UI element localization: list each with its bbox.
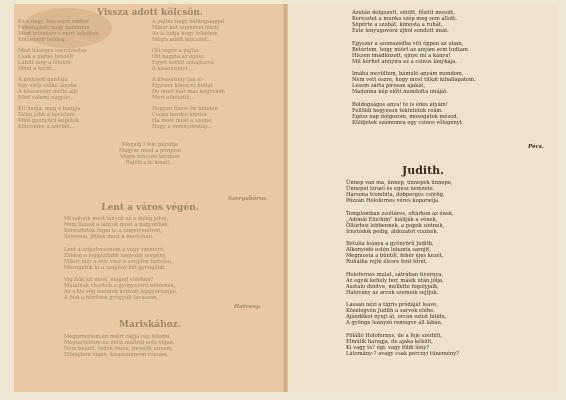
poem-line: Rájött a ki kínált...	[125, 160, 175, 167]
poem-line: Közelegvén Judith a sarvok elébe.	[346, 308, 435, 315]
poem-line: Látomány-? avagy csak percnyi tünemény?	[346, 350, 459, 357]
poem-line: Szívesen, jöttek most a mostohán.	[64, 234, 154, 241]
poem-line: Az a kis vég mennek kedvelt lépgyorsanjai,	[64, 289, 178, 296]
poem-line: Fellöldi kegyesen tekintetek reám.	[352, 107, 443, 114]
poem-line: Ajándékot nyujt át, orcán ezüst bilidu,	[346, 314, 447, 321]
poem-line: Mikor már a szív vész a szegény hirtelen,	[64, 258, 173, 265]
poem-line: Egyszer a szomszédba vitt éppen az utam,	[352, 40, 464, 47]
poem-line: Ki vagy te? égi, vagy földi lény?	[346, 344, 430, 351]
poem-line: Megadj l fele pázsitja	[121, 142, 179, 148]
poem-line: Nem fiúnak a lányok most a nagyobbak.	[64, 222, 170, 229]
poem-title: Judith.	[402, 164, 444, 177]
poem-line: Mint gyönyörű képetek	[18, 118, 80, 125]
poem-line: Mert elkészült...	[152, 95, 195, 102]
poem-line: Mosogatók ki a szegény két gyengébb.	[64, 264, 166, 271]
poem-line: Vig fiúk kit most, magad vidékén?	[64, 277, 154, 283]
poem-line: Hogyan fizess be minden	[152, 106, 218, 112]
poem-line: Magyar most a pörgése	[118, 148, 182, 155]
poem-line: Madonna kép előtt mondotta imáját.	[352, 89, 448, 96]
poem-line: A pinkósdi gazdája	[18, 77, 68, 83]
poem-line: Egy szép szőke lányka	[18, 83, 77, 90]
poem-line: Megmosta a bűntől, fehér éjes kezét,	[346, 253, 444, 260]
poem-line: Söpörte a szobát, kimosta a ruhát,	[352, 22, 443, 29]
poem-line: Fölálló Holofernes, de a feje szédült,	[346, 332, 443, 339]
poem-line: Harsona trombita, dobpergés csörög,	[346, 192, 445, 199]
poem-line: Talán jobb a kérleleni	[18, 112, 75, 119]
poem-signature: Hatvany.	[234, 304, 261, 310]
poem-line: Azután dolgozott, sütött, főzött mosott,	[352, 10, 455, 16]
poem-line: De most már más kegyelem	[152, 89, 225, 96]
poem-line: Küldjetek számomra egy csinos vőlegényt.	[352, 119, 464, 126]
poem-line: Mi nálunk most lányok az a dolog jelen,	[64, 216, 169, 222]
poem-line: Keresztet a munka szép meg sem állott.	[352, 16, 457, 23]
poem-line: Ha most most a szeme	[152, 118, 212, 125]
poem-line: Nem beszél, tudok rózsa, piroslik szívem,	[64, 346, 174, 353]
poem-line: Hogy a mennyország...	[152, 124, 213, 131]
poem-line: Megtartottam én most múltról erős vígan,	[64, 340, 175, 347]
poem-line: Végre nincsen kérdése	[120, 154, 180, 161]
poem-line: Mind a kettő...	[18, 66, 57, 73]
poem-line: Pózzán Holofernes véres koporsója.	[346, 198, 440, 205]
poem-line: Mulatnak chorhok a gyógyszerű kötésnek,	[64, 283, 176, 290]
poem-line: Zöldeg a leggazdabb nagyobb szegény,	[64, 252, 167, 259]
poem-line: Lassan nézi a tigris prédáját leave,	[346, 302, 438, 308]
poem-line: Egyet kettőt sóhajtozva	[152, 60, 214, 67]
poem-line: Kölcsönbe a szívből...	[18, 124, 75, 131]
poem-line: A kisasszonyt...	[152, 66, 193, 73]
poem-title: Lent a város végén.	[101, 203, 199, 213]
poem-line: A kisasszony mellé állt	[18, 89, 78, 96]
poem-line: Ünnepel Izrael és egész nemzete.	[346, 186, 435, 193]
poem-line: Ez a nagy, bús szívű ember	[18, 19, 90, 25]
poem-line: Elfelejtem vígan, kisasszonyom rózsám.	[64, 352, 169, 359]
poem-line: Mégis adott kölcsönt...	[152, 37, 213, 44]
poem-line: A gyönge leányzó remegve áll lábán.	[346, 320, 443, 327]
poem-line: Egész nap dolgozom, mosogatok mézed,	[352, 113, 459, 120]
poem-line: Az egyik kehely bor, másik után jólja,	[346, 277, 444, 284]
poem-line: „Adonái Elochim” kiáltják a vének,	[346, 216, 438, 223]
poem-line: A fiúk a hűvösen gyógyult tavaszon.	[64, 295, 159, 302]
poem-line: Egyszer könnyet hullat	[152, 83, 213, 90]
poem-line: Ott hagyta az egész	[152, 54, 204, 61]
poem-line: Ruháiba rejté élesre fent tőrét.	[346, 259, 428, 266]
poem-line: Ott végre a pajtás	[152, 48, 200, 54]
poem-line: Csupa kérdés kérdés	[152, 112, 208, 119]
poem-line: Mint valami nagyúr...	[18, 95, 74, 102]
poem-line: Kit hadja, meg a hangja	[18, 106, 81, 112]
poem-line: A pajtás nagy boldogsággal	[152, 19, 225, 25]
poem-title: Vissza adott kölcsön.	[97, 8, 203, 18]
poem-title: Mariskához.	[119, 320, 181, 330]
poem-line: Betértem, hogy miért az anyám sem tudtam.	[352, 46, 470, 53]
poem-line: Templomban zsoltáros, oltárkon az ének,	[346, 210, 454, 217]
poem-line: Kerésztetek fogni le a szigetveszteni,	[64, 228, 162, 235]
poem-line: Csak a pajtás beszélt	[18, 54, 74, 61]
poem-line: Holofernes mulat, sátrában tivornya,	[346, 271, 444, 278]
poem-line: Az is tudja hogy lelkében	[152, 31, 218, 38]
poem-line: Kölcsönöd boldog...	[18, 37, 70, 44]
poem-line: Öltárhoz lebbennek, a papok sietnek,	[346, 222, 445, 229]
poem-line: Megismerlem én miért rágja ráji feledni,	[64, 334, 172, 340]
poem-line: Látott lány a lélekre	[18, 60, 72, 67]
poem-signature: Szergabáros.	[228, 196, 268, 202]
right-page	[288, 4, 558, 392]
poem-line: Asztalu dinitve, mellette fogolyjalk,	[346, 283, 439, 290]
poem-line: Hiszen imádkozott, ejnye mi a kánya!	[352, 52, 451, 59]
poem-signature: Pécs.	[528, 144, 544, 150]
poem-line: Alkonyodó estén lehanta sarujit,	[346, 247, 431, 254]
poem-line: Lesem zárta pirosan ajakát,	[352, 83, 426, 90]
poem-line: Halovány az arcok szemeik sejtjuk.	[346, 289, 439, 296]
poem-line: Lent a szigetvesznem a vagy szomorú,	[64, 246, 165, 253]
poem-line: Ünnep van ma, ünnep, ünnepek ünnepe,	[346, 180, 453, 186]
poem-line: Irnstódók pedig, áldozatot visznek.	[346, 228, 439, 235]
left-page	[14, 4, 286, 392]
poem-line: Betulia leánya a gyönyörű Judith,	[346, 241, 434, 247]
poem-line: Elmúlik haragja, de ajaka kékült,	[346, 338, 433, 345]
poem-line: Este lenyugovóra újból sondott imát.	[352, 28, 449, 35]
poem-line: Mert tetszésre s mert lelkében	[18, 31, 100, 38]
poem-line: A kisasszony tán el-	[152, 77, 204, 83]
poem-line: Felsóhajtott nagy boldogan	[18, 25, 90, 32]
poem-line: Imába merültem, bámuló anyám mondom,	[352, 71, 464, 77]
poem-line: Nem vett észre, hogy most titkát kiballagatom.	[352, 77, 476, 84]
poem-line: Mint hűséges szerelmetes	[18, 48, 87, 54]
poem-line: Mit kérhet annyira ez a csinos lánykája.	[352, 58, 457, 65]
poem-line: Boldogságos anya! te is édes atyám!	[352, 101, 448, 108]
poem-line: Mikor két szemével látott	[152, 25, 220, 32]
